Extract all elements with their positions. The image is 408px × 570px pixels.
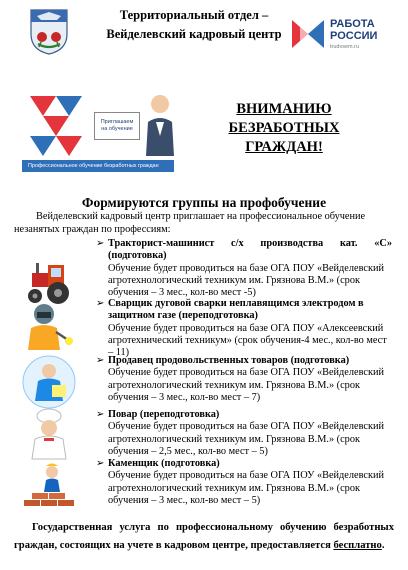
list-item xyxy=(96,409,392,458)
footer-free: бесплатно xyxy=(333,540,382,551)
banner-sign-line-2: на обучение xyxy=(101,126,133,132)
footer-note xyxy=(14,519,394,555)
welder-icon xyxy=(22,298,76,352)
profession-name: Сварщик дуговой сварки неплавящимся электродом в защитном газе (переподготовка) xyxy=(108,298,364,322)
training-banner xyxy=(22,90,182,182)
profession-desc: Обучение будет проводиться на базе ОГА ПОУ «Вейделевский агротехнологический техникум им. Грязнова В.М.» (срок обучения – 3 мес., кол-во мест – 7) xyxy=(108,367,384,403)
list-item xyxy=(96,355,392,404)
attention-line-1: ВНИМАНИЮ xyxy=(236,101,332,117)
section-title: Формируются группы на профобучение xyxy=(81,195,327,210)
banner-sign xyxy=(94,112,140,140)
profession-name: Тракторист-машинист с/х производства кат. «С» (подготовка) xyxy=(108,238,392,262)
footer-end: . xyxy=(381,540,385,551)
footer-text: Государственная услуга по профессиональному обучению безработных граждан, состоящих на учете в кадровом центре, предоставляется xyxy=(14,522,394,551)
arrow-bullet-icon: ➢ xyxy=(96,238,105,249)
banner-strip: Профессиональное обучение безработных граждан xyxy=(22,160,174,172)
list-item xyxy=(96,238,392,299)
header-title xyxy=(96,6,292,44)
profession-name: Продавец продовольственных товаров (подготовка) xyxy=(108,355,350,366)
intro-text: Вейделевский кадровый центр приглашает на профессиональное обучение незанятых граждан по профессиям: xyxy=(14,211,366,235)
triangles-logo-icon xyxy=(26,90,96,160)
profession-desc: Обучение будет проводиться на базе ОГА ПОУ «Вейделевский агротехнологический техникум им. Грязнова В.М.» (срок обучения – 3 мес., кол-во мест -5) xyxy=(108,262,384,299)
presenter-person-icon xyxy=(140,92,180,158)
header-line-2: Вейделевский кадровый центр xyxy=(106,27,282,41)
logo-line-1: РАБОТА xyxy=(330,18,375,30)
arrow-bullet-icon: ➢ xyxy=(96,355,105,366)
attention-heading xyxy=(214,100,354,157)
profession-desc: Обучение будет проводиться на базе ОГА ПОУ «Вейделевский агротехнологический техникум им. Грязнова В.М.» (срок обучения – 2,5 мес., кол-во мест – 5) xyxy=(108,421,384,457)
profession-desc: Обучение будет проводиться на базе ОГА ПОУ «Алексеевский агротехнический техникум» (срок обучения-4 мес., кол-во мест – 11) xyxy=(108,322,387,359)
attention-line-2: БЕЗРАБОТНЫХ xyxy=(228,120,340,136)
header-line-1: Территориальный отдел – xyxy=(119,8,269,22)
bricklayer-icon xyxy=(22,460,76,514)
list-item xyxy=(96,458,392,507)
banner-sign-line-1: Приглашаем xyxy=(100,119,134,125)
profession-desc: Обучение будет проводиться на базе ОГА ПОУ «Вейделевский агротехнологический техникум им. Грязнова В.М.» (срок обучения – 3 мес., кол-во мест – 5) xyxy=(108,470,384,506)
logo-name xyxy=(330,19,377,42)
rabota-rossii-logo xyxy=(290,14,390,62)
coat-of-arms-icon xyxy=(27,6,71,56)
logo-url: trudvsem.ru xyxy=(330,44,360,50)
arrow-bullet-icon: ➢ xyxy=(96,458,105,469)
rabota-rossii-emblem-icon xyxy=(290,14,326,54)
cook-icon xyxy=(22,407,76,461)
arrow-bullet-icon: ➢ xyxy=(96,298,105,309)
arrow-bullet-icon: ➢ xyxy=(96,409,105,420)
list-item xyxy=(96,298,392,359)
seller-icon xyxy=(22,355,76,409)
profession-name: Повар (переподготовка) xyxy=(108,409,220,420)
logo-line-2: РОССИИ xyxy=(330,29,378,42)
profession-name: Каменщик (подготовка) xyxy=(108,458,220,469)
attention-line-3: ГРАЖДАН! xyxy=(245,139,323,155)
